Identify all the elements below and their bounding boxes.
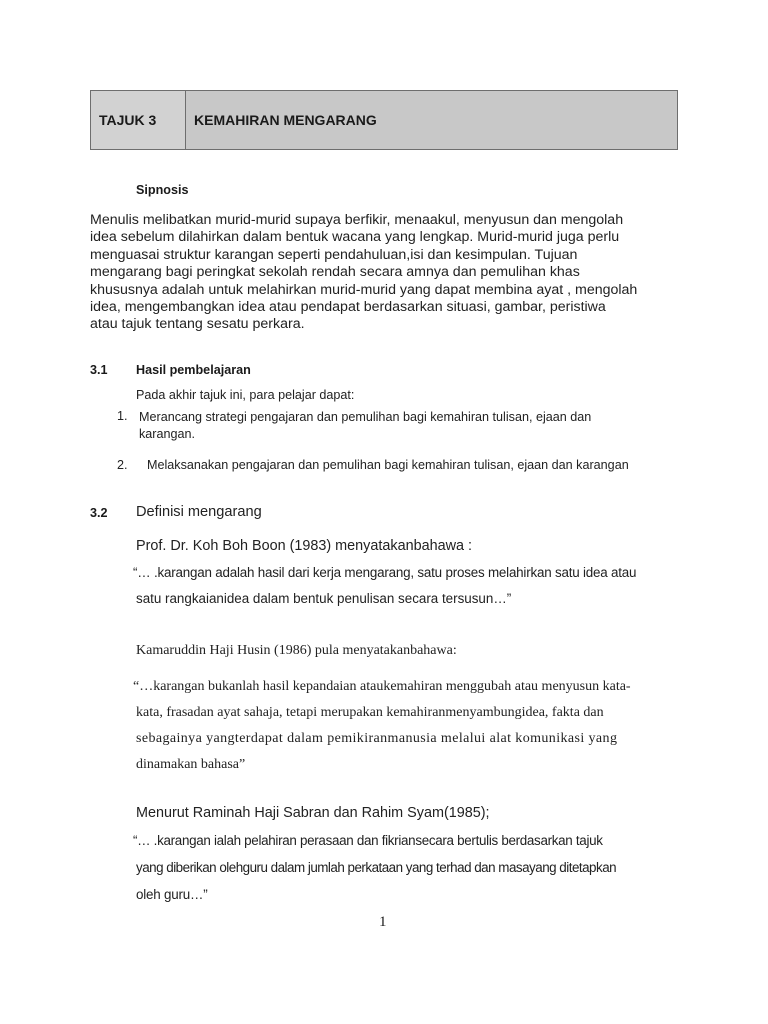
outcome-line: karangan. [139,427,196,441]
synopsis-line: idea sebelum dilahirkan dalam bentuk wacana yang lengkap. Murid-murid juga perlu [90,229,620,246]
page-number: 1 [379,914,387,930]
outcome-item [139,409,591,443]
definition-line: dinamakan bahasa” [136,757,246,772]
section-3-1-heading: Hasil pembelajaran [136,363,251,377]
outcome-line: Merancang strategi pengajaran dan pemulihan bagi kemahiran tulisan, ejaan dan [139,410,592,424]
definition-source: Prof. Dr. Koh Boh Boon (1983) menyatakanbahawa : [136,538,472,554]
synopsis-line: mengarang bagi peringkat sekolah rendah secara amnya dan pemulihan khas [90,264,580,281]
chapter-label: TAJUK 3 [91,91,186,149]
synopsis-heading: Sipnosis [136,183,189,197]
section-3-2-number: 3.2 [90,506,108,520]
section-3-2-heading: Definisi mengarang [136,504,262,520]
learning-outcomes-intro: Pada akhir tajuk ini, para pelajar dapat: [136,388,355,402]
definition-line: “…karangan bukanlah hasil kepandaian ataukemahiran menggubah atau menyusun kata- [133,679,631,694]
synopsis-line: atau tajuk tentang sesatu perkara. [90,316,305,333]
definition-source: Menurut Raminah Haji Sabran dan Rahim Syam(1985); [136,805,490,821]
definition-source: Kamaruddin Haji Husin (1986) pula menyatakanbahawa: [136,643,457,658]
outcome-number: 2. [117,458,128,472]
definition-line: “… .karangan ialah pelahiran perasaan dan fikriansecara bertulis berdasarkan tajuk [133,833,603,848]
outcome-number: 1. [117,409,128,423]
synopsis-line: menguasai struktur karangan seperti pendahuluan,isi dan kesimpulan. Tujuan [90,246,578,263]
chapter-title: KEMAHIRAN MENGARANG [186,91,677,149]
section-3-1-number: 3.1 [90,363,108,377]
synopsis-line: Menulis melibatkan murid-murid supaya berfikir, menaakul, menyusun dan mengolah [90,212,624,228]
definition-line: sebagainya yangterdapat dalam pemikiranmanusia melalui alat komunikasi yang [136,731,618,746]
definition-line: oleh guru…” [136,887,208,902]
synopsis-line: khususnya adalah untuk melahirkan murid-murid yang dapat membina ayat , mengolah [90,281,638,298]
definition-line: satu rangkaianidea dalam bentuk penulisan secara tersusun…” [136,591,512,606]
definition-line: kata, frasadan ayat sahaja, tetapi merupakan kemahiranmenyambungidea, fakta dan [136,705,604,720]
definition-line: yang diberikan olehguru dalam jumlah perkataan yang terhad dan masayang ditetapkan [136,860,617,875]
synopsis-line: idea, mengembangkan idea atau pendapat berdasarkan situasi, gambar, peristiwa [90,299,606,316]
chapter-title-box [90,90,678,150]
outcome-line: Melaksanakan pengajaran dan pemulihan bagi kemahiran tulisan, ejaan dan karangan [147,458,629,472]
synopsis-paragraph [90,212,688,334]
definition-line: “… .karangan adalah hasil dari kerja mengarang, satu proses melahirkan satu idea atau [133,565,637,580]
